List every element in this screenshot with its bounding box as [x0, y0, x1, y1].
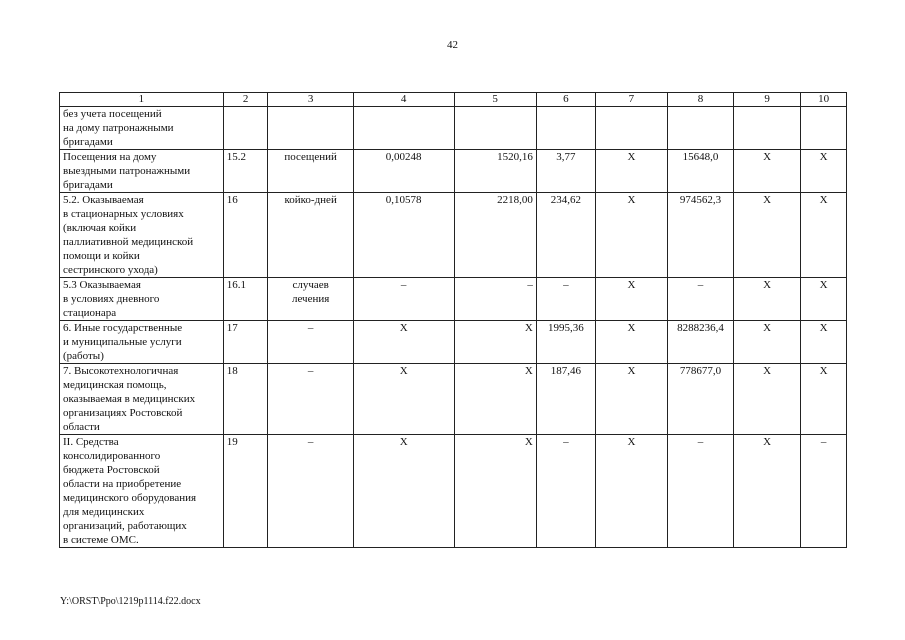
row-code-cell: 18	[223, 364, 268, 435]
column-header: 9	[734, 93, 801, 107]
row-code-cell: 16.1	[223, 278, 268, 321]
row-label-cell: 7. Высокотехнологичная медицинская помощь, оказываемая в медицинских организациях Ростовской области	[60, 364, 224, 435]
col-7-value-cell: X	[595, 193, 667, 278]
norm-value-cell: X	[353, 435, 454, 548]
per-capita-value-cell: 187,46	[536, 364, 595, 435]
row-label-cell: 5.2. Оказываемая в стационарных условиях (включая койки паллиативной медицинской помощи и койки сестринского ухода)	[60, 193, 224, 278]
col-10-value-cell: X	[801, 364, 847, 435]
col-7-value-cell: X	[595, 278, 667, 321]
col-7-value-cell: X	[595, 150, 667, 193]
col-10-value-cell	[801, 107, 847, 150]
total-value-cell: –	[668, 435, 734, 548]
total-value-cell: 15648,0	[668, 150, 734, 193]
table-row	[60, 321, 847, 364]
row-code-cell: 16	[223, 193, 268, 278]
col-10-value-cell: X	[801, 321, 847, 364]
table-body	[60, 107, 847, 548]
column-header: 4	[353, 93, 454, 107]
col-7-value-cell: X	[595, 321, 667, 364]
norm-value-cell: 0,10578	[353, 193, 454, 278]
table-row	[60, 107, 847, 150]
total-value-cell: 8288236,4	[668, 321, 734, 364]
table-header-row	[60, 93, 847, 107]
table-row	[60, 278, 847, 321]
row-code-cell	[223, 107, 268, 150]
col-9-value-cell: X	[734, 321, 801, 364]
col-7-value-cell	[595, 107, 667, 150]
unit-cell: –	[268, 321, 353, 364]
column-header: 6	[536, 93, 595, 107]
total-value-cell: –	[668, 278, 734, 321]
cost-value-cell: X	[454, 435, 536, 548]
unit-cell: –	[268, 435, 353, 548]
row-label-cell: Посещения на дому выездными патронажными бригадами	[60, 150, 224, 193]
table-row	[60, 364, 847, 435]
cost-value-cell: 1520,16	[454, 150, 536, 193]
col-10-value-cell: X	[801, 193, 847, 278]
norm-value-cell	[353, 107, 454, 150]
column-header: 7	[595, 93, 667, 107]
total-value-cell: 778677,0	[668, 364, 734, 435]
unit-cell: посещений	[268, 150, 353, 193]
unit-cell: случаев лечения	[268, 278, 353, 321]
col-9-value-cell: X	[734, 364, 801, 435]
cost-value-cell: 2218,00	[454, 193, 536, 278]
column-header: 1	[60, 93, 224, 107]
total-value-cell	[668, 107, 734, 150]
per-capita-value-cell	[536, 107, 595, 150]
column-header: 8	[668, 93, 734, 107]
col-9-value-cell: X	[734, 278, 801, 321]
col-9-value-cell	[734, 107, 801, 150]
data-table	[59, 92, 847, 548]
total-value-cell: 974562,3	[668, 193, 734, 278]
unit-cell: койко-дней	[268, 193, 353, 278]
unit-cell: –	[268, 364, 353, 435]
column-header: 10	[801, 93, 847, 107]
col-9-value-cell: X	[734, 150, 801, 193]
row-code-cell: 15.2	[223, 150, 268, 193]
footer-file-path: Y:\ORST\Ppo\1219p1114.f22.docx	[60, 596, 201, 607]
column-header: 2	[223, 93, 268, 107]
page-number: 42	[447, 39, 458, 51]
cost-value-cell: X	[454, 364, 536, 435]
cost-value-cell	[454, 107, 536, 150]
row-label-cell: без учета посещений на дому патронажными бригадами	[60, 107, 224, 150]
col-10-value-cell: –	[801, 435, 847, 548]
col-9-value-cell: X	[734, 435, 801, 548]
table-row	[60, 150, 847, 193]
norm-value-cell: –	[353, 278, 454, 321]
norm-value-cell: X	[353, 321, 454, 364]
norm-value-cell: 0,00248	[353, 150, 454, 193]
row-label-cell: II. Средства консолидированного бюджета Ростовской области на приобретение медицинского оборудования для медицинских организаций, работающих в системе ОМС.	[60, 435, 224, 548]
norm-value-cell: X	[353, 364, 454, 435]
per-capita-value-cell: 234,62	[536, 193, 595, 278]
column-header: 5	[454, 93, 536, 107]
col-7-value-cell: X	[595, 435, 667, 548]
row-label-cell: 5.3 Оказываемая в условиях дневного стационара	[60, 278, 224, 321]
per-capita-value-cell: –	[536, 278, 595, 321]
table-row	[60, 435, 847, 548]
col-7-value-cell: X	[595, 364, 667, 435]
per-capita-value-cell: 3,77	[536, 150, 595, 193]
col-9-value-cell: X	[734, 193, 801, 278]
unit-cell	[268, 107, 353, 150]
row-code-cell: 17	[223, 321, 268, 364]
col-10-value-cell: X	[801, 150, 847, 193]
column-header: 3	[268, 93, 353, 107]
cost-value-cell: X	[454, 321, 536, 364]
cost-value-cell: –	[454, 278, 536, 321]
row-code-cell: 19	[223, 435, 268, 548]
table-row	[60, 193, 847, 278]
per-capita-value-cell: –	[536, 435, 595, 548]
per-capita-value-cell: 1995,36	[536, 321, 595, 364]
row-label-cell: 6. Иные государственные и муниципальные услуги (работы)	[60, 321, 224, 364]
col-10-value-cell: X	[801, 278, 847, 321]
